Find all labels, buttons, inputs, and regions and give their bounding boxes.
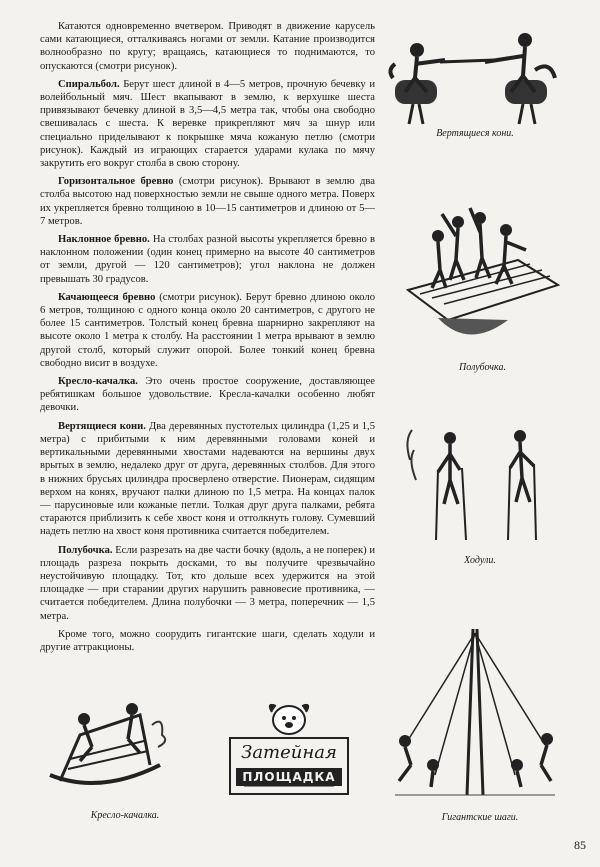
paragraph-horizontal-log: Горизонтальное бревно (смотри рисунок). Врывают в землю два столба высотою над поверхностью земли не свыше одного метра. Поверх их укрепляется бревно толщиною в 10—15 сантиметров и длиною от 5—7 метров. — [40, 176, 375, 227]
caption-giant-steps: Гигантские шаги. — [441, 812, 519, 823]
spinning-horses-illustration — [385, 20, 560, 125]
page-number: 85 — [574, 838, 586, 852]
paragraph-carousel: Катаются одновременно вчетвером. Приводят в движение карусель сами катающиеся, отталкиваясь ногами от земли. Катание производится волнообразно по кругу; вращаясь, катающиеся то поднимаются, то опускаются (смотри рисунок). — [40, 21, 375, 72]
paragraph-rocking-chair: Кресло-качалка. Это очень простое сооружение, доставляющее ребятишкам большое удовольствие. Кресла-качалки особенно любят девочки. — [40, 376, 375, 414]
paragraph-closing: Кроме того, можно соорудить гигантские шаги, сделать ходули и другие аттракционы. — [40, 628, 375, 653]
half-barrel-illustration — [398, 200, 563, 350]
paragraph-spinning-horses: Вертящиеся кони. Два деревянных пустотелых цилиндра (1,25 и 1,5 метра) с прибитыми к ним деревянными головами коней и вертикальными деревянными хвостами надеваются на вершины двух врытых в землю, недалеко друг от друга, деревянных столбов. Для этого в нижних брусьях цилиндра просверлено отверстие. Пионерам, сидящим верхом на конях, вручают палки длиною по 1,5 метра. На концах палок — парусиновые или кожаные петли. Толкая друг друга палками, ребята стараются приблизить к себе хвост коня и оттолкнуть голову. Сумевший надеть петлю на хвост коня противника считается победителем. — [40, 420, 375, 538]
logo-line2: ПЛОЩАДКА — [236, 768, 342, 786]
giant-steps-illustration — [385, 625, 565, 800]
paragraph-inclined-log: Наклонное бревно. На столбах разной высоты укрепляется бревно в наклонном положении (один конец примерно на высоте 40 сантиметров от земли, другой — 120 сантиметров); угол наклона не должен превышать 30 градусов. — [40, 234, 375, 285]
logo-zateinaya-ploshchadka — [222, 700, 357, 800]
logo-line1: Затейная — [241, 742, 337, 763]
paragraph-half-barrel: Полубочка. Если разрезать на две части бочку (вдоль, а не поперек) и площадь разреза покрыть досками, то вы получите чрезвычайно неустойчивую площадку. Тот, кто дольше всех удержится на этой площадке — при старании других нарушить равновесие противника, — считается победителем. Длина полубочки — 3 метра, поперечник — 1,5 метра. — [40, 544, 375, 622]
caption-half-barrel: Полубочка. — [459, 362, 506, 373]
caption-stilts: Ходули. — [464, 555, 496, 566]
caption-spinning-horses: Вертящиеся кони. — [436, 128, 514, 139]
stilts-illustration — [402, 420, 562, 545]
caption-rocking-chair: Кресло-качалка. — [90, 810, 160, 821]
text-column — [40, 20, 375, 659]
rocking-chair-illustration — [40, 695, 175, 800]
paragraph-spiralball: Спиральбол. Берут шест длиной в 4—5 метров, прочную бечевку и волейбольный мяч. Шест вкапывают в землю, к верхушке шеста привязывают бечевку длиной в 3,5—4,5 метра так, чтобы она свободно свешивалась с шеста. К веревке прикрепляют мяч за шнур или специально приделывают к покрышке мяча кожаную петлю (смотри рисунок). Каждый из играющих старается ударами кулака по мячу закрутить его вокруг столба в свою сторону. — [40, 78, 375, 170]
paragraph-swinging-log: Качающееся бревно (смотри рисунок). Берут бревно длиною около 6 метров, толщиною с одного конца около 20 сантиметров, с другого не более 15 сантиметров. Толстый конец бревна шарнирно закрепляют на высоте около 1 метра к столбу. На расстоянии 1 метра врывают в землю другой столб, который служит опорой. Более тонкий конец бревна свободно висит в воздухе. — [40, 291, 376, 369]
